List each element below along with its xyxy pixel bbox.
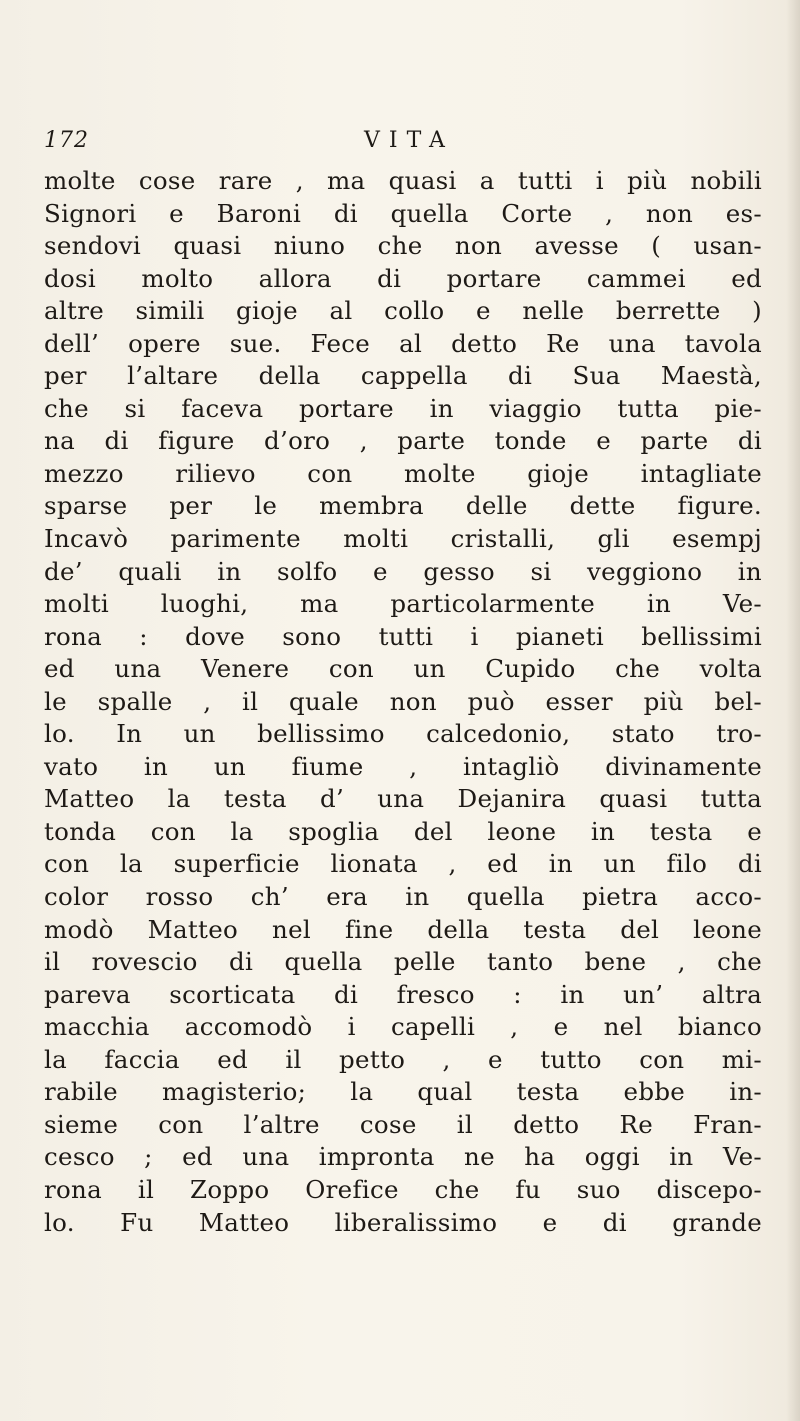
text-line: color rosso ch’ era in quella pietra acco- <box>44 882 762 912</box>
text-line: il rovescio di quella pelle tanto bene , che <box>44 947 762 977</box>
body-text <box>44 165 762 1239</box>
text-line: lo. Fu Matteo liberalissimo e di grande <box>44 1207 762 1237</box>
text-line: rabile magisterio; la qual testa ebbe in- <box>44 1077 762 1107</box>
text-line: ed una Venere con un Cupido che volta <box>44 654 762 684</box>
text-line: con la superficie lionata , ed in un filo di <box>44 849 762 879</box>
text-line: sieme con l’altre cose il detto Re Fran- <box>44 1109 762 1139</box>
text-line: cesco ; ed una impronta ne ha oggi in Ve- <box>44 1142 762 1172</box>
text-line: sparse per le membra delle dette figure. <box>44 491 762 521</box>
text-line: pareva scorticata di fresco : in un’ altra <box>44 979 762 1009</box>
running-head: VITA <box>364 128 454 153</box>
text-line: na di figure d’oro , parte tonde e parte di <box>44 426 762 456</box>
page-edge-shadow <box>786 0 800 1421</box>
text-line: rona : dove sono tutti i pianeti bellissimi <box>44 621 762 651</box>
text-line: de’ quali in solfo e gesso si veggiono in <box>44 556 762 586</box>
text-line: Signori e Baroni di quella Corte , non es- <box>44 198 762 228</box>
text-line: molte cose rare , ma quasi a tutti i più nobili <box>44 166 762 195</box>
text-line: la faccia ed il petto , e tutto con mi- <box>44 1044 762 1074</box>
text-line: le spalle , il quale non può esser più bel- <box>44 686 762 716</box>
text-line: dell’ opere sue. Fece al detto Re una tavola <box>44 328 762 358</box>
page-header <box>44 128 764 162</box>
text-line: lo. In un bellissimo calcedonio, stato tro- <box>44 719 762 749</box>
text-line: vato in un fiume , intagliò divinamente <box>44 751 762 781</box>
text-line: modò Matteo nel fine della testa del leone <box>44 914 762 944</box>
text-line: per l’altare della cappella di Sua Maestà, <box>44 361 762 391</box>
page-number: 172 <box>44 128 89 153</box>
text-line: dosi molto allora di portare cammei ed <box>44 263 762 293</box>
text-line: rona il Zoppo Orefice che fu suo discepo- <box>44 1174 762 1204</box>
text-line: che si faceva portare in viaggio tutta pie- <box>44 393 762 423</box>
text-line: macchia accomodò i capelli , e nel bianco <box>44 1012 762 1042</box>
text-line: sendovi quasi niuno che non avesse ( usan- <box>44 231 762 261</box>
text-line: tonda con la spoglia del leone in testa e <box>44 816 762 846</box>
text-line: molti luoghi, ma particolarmente in Ve- <box>44 589 762 619</box>
text-line: Matteo la testa d’ una Dejanira quasi tutta <box>44 784 762 814</box>
text-line: Incavò parimente molti cristalli, gli esempj <box>44 524 762 554</box>
text-line: altre simili gioje al collo e nelle berrette ) <box>44 296 762 326</box>
text-line: mezzo rilievo con molte gioje intagliate <box>44 458 762 488</box>
